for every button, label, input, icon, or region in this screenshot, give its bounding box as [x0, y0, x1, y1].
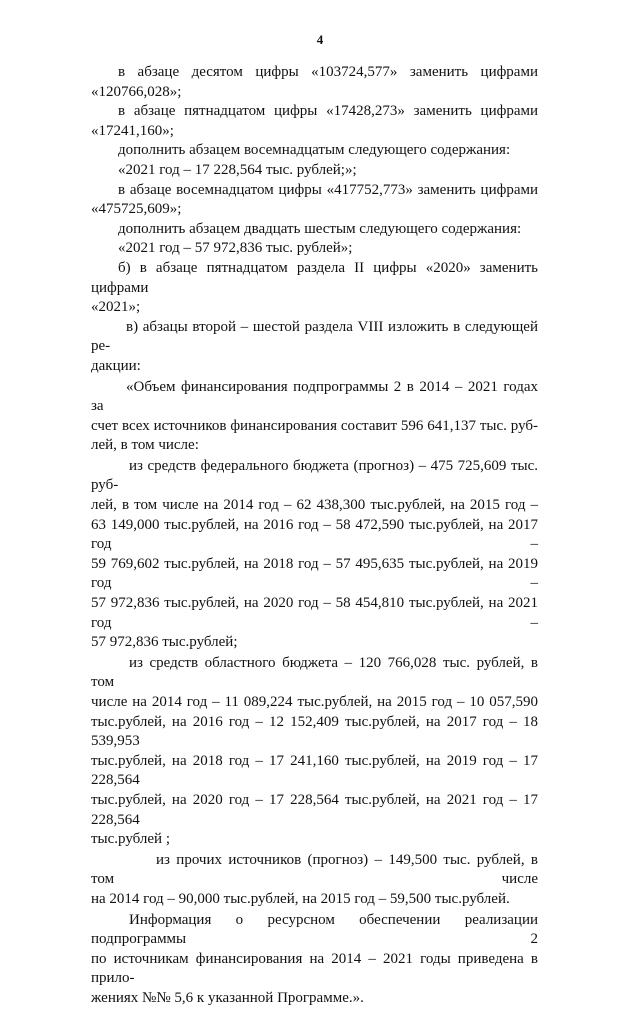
text-line: счет всех источников финансирования составит 596 641,137 тыс. руб- — [91, 417, 538, 434]
text-line: «2021 год – 57 972,836 тыс. рублей»; — [118, 240, 353, 257]
text-line: б) в абзаце пятнадцатом раздела II цифры «2020» заменить цифрами — [91, 259, 538, 296]
text-line: 63 149,000 тыс.рублей, на 2016 год – 58 472,590 тыс.рублей, на 2017 год – — [91, 516, 538, 553]
text-line: «17241,160»; — [91, 122, 174, 139]
page-number: 4 — [316, 32, 324, 47]
text-line: «2021»; — [91, 299, 141, 316]
text-line: тыс.рублей, на 2016 год – 12 152,409 тыс.рублей, на 2017 год – 18 539,953 — [91, 713, 538, 750]
text-line: в абзаце десятом цифры «103724,577» заменить цифрами — [118, 64, 538, 80]
text-line: жениях №№ 5,6 к указанной Программе.». — [91, 989, 364, 1006]
text-line: в) абзацы второй – шестой раздела VIII изложить в следующей ре- — [91, 318, 538, 355]
text-line: «2021 год – 17 228,564 тыс. рублей;»; — [118, 161, 357, 178]
paragraph-7 — [91, 239, 538, 259]
text-line: из средств федерального бюджета (прогноз) – 475 725,609 тыс. руб- — [91, 457, 538, 494]
paragraph-12 — [91, 654, 538, 850]
text-line: тыс.рублей, на 2018 год – 17 241,160 тыс.рублей, на 2019 год – 17 228,564 — [91, 752, 538, 789]
paragraph-4 — [91, 161, 538, 181]
text-line: в абзаце пятнадцатом цифры «17428,273» заменить цифрами — [118, 103, 538, 120]
text-line: тыс.рублей ; — [91, 831, 170, 848]
text-line: числе на 2014 год – 11 089,224 тыс.рублей, на 2015 год – 10 057,590 — [91, 694, 538, 710]
text-line: 59 769,602 тыс.рублей, на 2018 год – 57 495,635 тыс.рублей, на 2019 год – — [91, 555, 538, 592]
paragraph-6 — [91, 220, 538, 240]
paragraph-10 — [91, 378, 538, 456]
text-line: дополнить абзацем двадцать шестым следующего содержания: — [118, 220, 522, 237]
text-line: из средств областного бюджета – 120 766,028 тыс. рублей, в том — [91, 654, 538, 691]
text-line: в абзаце восемнадцатом цифры «417752,773» заменить цифрами — [118, 181, 538, 198]
text-line: лей, в том числе: — [91, 437, 199, 454]
paragraph-5 — [91, 181, 538, 220]
text-line: «120766,028»; — [91, 83, 182, 100]
paragraph-1 — [91, 63, 538, 102]
text-line: по источникам финансирования на 2014 – 2021 годы приведена в прило- — [91, 950, 538, 987]
text-line: 57 972,836 тыс.рублей, на 2020 год – 58 454,810 тыс.рублей, на 2021 год – — [91, 595, 538, 631]
paragraph-8 — [91, 259, 538, 318]
text-line: 57 972,836 тыс.рублей; — [91, 634, 238, 651]
text-line: дакции: — [91, 357, 141, 374]
text-line: лей, в том числе на 2014 год – 62 438,300 тыс.рублей, на 2015 год – — [91, 497, 538, 514]
text-line: из прочих источников (прогноз) – 149,500 тыс. рублей, в том числе — [91, 851, 538, 888]
paragraph-9 — [91, 318, 538, 377]
text-line: «Объем финансирования подпрограммы 2 в 2014 – 2021 годах за — [91, 378, 538, 415]
text-line: на 2014 год – 90,000 тыс.рублей, на 2015 год – 59,500 тыс.рублей. — [91, 890, 510, 907]
paragraph-11 — [91, 457, 538, 653]
text-line: тыс.рублей, на 2020 год – 17 228,564 тыс.рублей, на 2021 год – 17 228,564 — [91, 791, 538, 828]
paragraph-2 — [91, 102, 538, 141]
text-line: Информация о ресурсном обеспечении реализации подпрограммы 2 — [91, 911, 538, 948]
document-body — [91, 63, 538, 1009]
paragraph-13 — [91, 851, 538, 910]
paragraph-14 — [91, 911, 538, 1009]
text-line: дополнить абзацем восемнадцатым следующего содержания: — [118, 142, 511, 159]
paragraph-3 — [91, 141, 538, 161]
text-line: «475725,609»; — [91, 201, 182, 218]
